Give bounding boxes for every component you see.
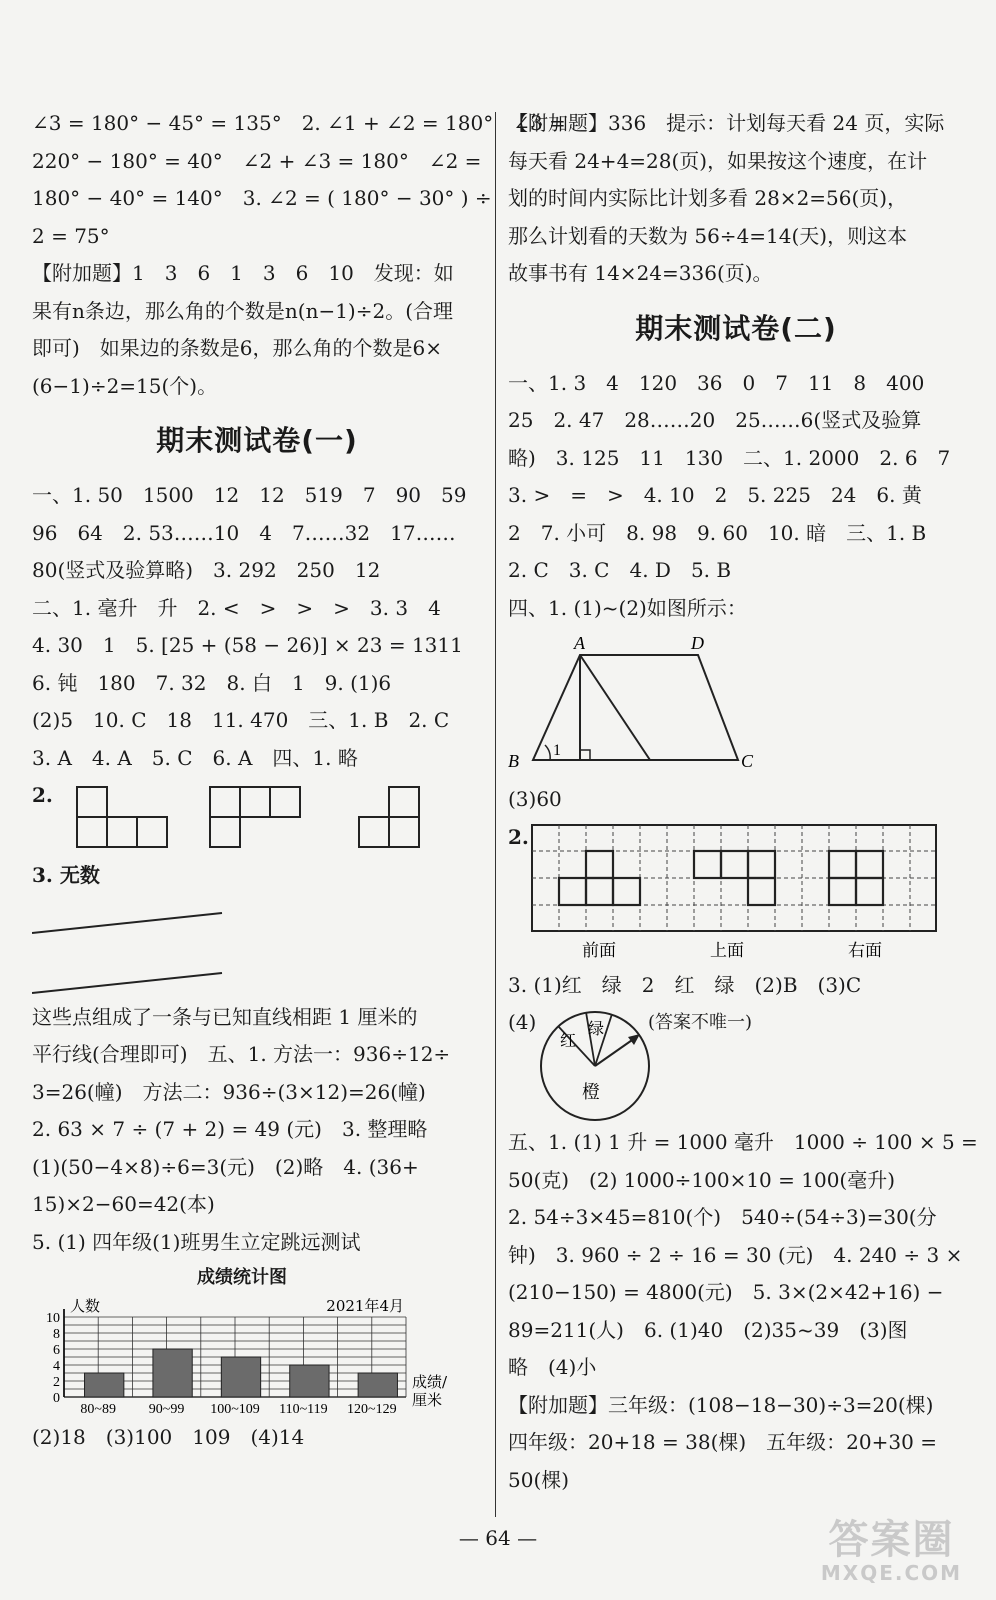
answer-line: 2. 54÷3×45=810(个) 540÷(54÷3)=30(分 [508, 1205, 937, 1229]
orange-sector-label: 橙 [582, 1082, 600, 1103]
answer-line: 每天看 24+4=28(页)，如果按这个速度，在计 [508, 148, 928, 173]
shape-a-cell [77, 787, 107, 817]
chart-x-tick-label: 120~129 [347, 1402, 397, 1415]
answer-line: (210−150) = 4800(元) 5. 3×(2×42+16) − [508, 1280, 944, 1304]
question-3-answers: 3. (1)红 绿 2 红 绿 (2)B (3)C [508, 972, 862, 997]
parallel-lines-drawing [32, 895, 452, 995]
exam-1-answers-part-b [32, 999, 482, 1262]
exam-1-answers-part-a [32, 477, 482, 777]
chart-x-axis-label-unit: 厘米 [412, 1391, 443, 1409]
answer-line: 故事书有 14×24=336(页)。 [508, 261, 773, 285]
question-2-label-r: 2. [508, 824, 529, 849]
answer-line: 2. 63 × 7 ÷ (7 + 2) = 49 (元) 3. 整理略 [32, 1117, 428, 1141]
answer-line: 3. > = > 4. 10 2 5. 225 24 6. 黄 [508, 483, 922, 507]
right-view-cell [829, 878, 856, 905]
trapezoid-outline [533, 655, 738, 760]
answer-line: 那么计划看的天数为 56÷4=14(天)，则这本 [508, 223, 908, 248]
answer-line: 3=26(幢) 方法二：936÷(3×12)=26(幢) [32, 1079, 426, 1104]
shape-b-cell [270, 787, 300, 817]
right-view-label: 右面 [848, 940, 882, 961]
answer-line: 80(竖式及验算略) 3. 292 250 12 [32, 558, 381, 582]
page-number: — 64 — [458, 1526, 538, 1550]
exam-1-final-answers: (2)18 (3)100 109 (4)14 [32, 1425, 305, 1449]
answer-line: 25 2. 47 28……20 25……6(竖式及验算 [508, 408, 922, 432]
front-view-cell [586, 878, 613, 905]
shape-a-cell [77, 817, 107, 847]
chart-x-axis-label: 成绩/ [412, 1373, 448, 1391]
chart-bar [153, 1349, 192, 1397]
answer-line: 15)×2−60=42(本) [32, 1192, 215, 1216]
angle-1-label: 1 [553, 742, 561, 759]
pointer-head [628, 1034, 640, 1045]
question-2-label: 2. [32, 783, 53, 807]
answer-line: (1)(50−4×8)÷6=3(元) (2)略 4. (36+ [32, 1154, 419, 1179]
answer-line: 一、1. 3 4 120 36 0 7 11 8 400 [508, 370, 925, 395]
shape-b-cell [210, 787, 240, 817]
answer-line: 6. 钝 180 7. 32 8. 白 1 9. (1)6 [32, 670, 392, 695]
exam-title-2: 期末测试卷(二) [635, 311, 837, 345]
answer-line: (2)5 10. C 18 11. 470 三、1. B 2. C [32, 708, 450, 732]
answer-line: 50(克) (2) 1000÷100×10 = 100(毫升) [508, 1167, 896, 1192]
chart-x-tick-label: 80~89 [80, 1402, 116, 1415]
shape-c-cell [359, 817, 389, 847]
chart-x-tick-label: 90~99 [148, 1402, 185, 1415]
answer-line: 180° − 40° = 140° 3. ∠2 = ( 180° − 30° ) ÷ [32, 186, 492, 210]
chart-y-tick-label: 2 [53, 1375, 60, 1390]
answer-line: 二、1. 毫升 升 2. < > > > 3. 3 4 [32, 595, 441, 620]
chart-y-tick-label: 8 [53, 1327, 60, 1342]
top-view-cell [748, 851, 775, 878]
answer-line: 略) 3. 125 11 130 二、1. 2000 2. 6 7 [508, 445, 951, 470]
chart-y-tick-label: 0 [53, 1391, 60, 1406]
chart-bar [358, 1373, 397, 1397]
watermark-text-en: MXQE.COM [820, 1561, 963, 1585]
right-column [508, 105, 978, 1499]
chart-y-tick-label: 10 [46, 1311, 60, 1326]
answer-line: 【附加题】1 3 6 1 3 6 10 发现：如 [32, 261, 454, 285]
given-line [32, 913, 222, 933]
answer-line: (6−1)÷2=15(个)。 [32, 373, 218, 398]
watermark-logo [809, 1518, 974, 1588]
exam-title-1: 期末测试卷(一) [156, 424, 358, 457]
answer-line: 果有n条边，那么角的个数是n(n−1)÷2。(合理 [32, 298, 454, 323]
shape-a-cell [137, 817, 167, 847]
red-sector-label: 红 [560, 1031, 577, 1050]
answer-line: 4. 30 1 5. [25 + (58 − 26)] × 23 = 1311 [32, 633, 463, 657]
right-view-cell [856, 851, 883, 878]
answer-line: 平行线(合理即可) 五、1. 方法一：936÷12÷ [32, 1042, 451, 1066]
front-view-cell [559, 878, 586, 905]
shape-b-cell [240, 787, 270, 817]
answer-line: 89=211(人) 6. (1)40 (2)35~39 (3)图 [508, 1317, 908, 1342]
shape-c-cell [389, 787, 419, 817]
shape-c-cell [389, 817, 419, 847]
question-4-label: (4) [508, 1010, 537, 1034]
chart-x-tick-label: 110~119 [279, 1402, 328, 1415]
chart-date-label: 2021年4月 [326, 1297, 404, 1315]
chart-x-tick-label: 100~109 [210, 1402, 260, 1415]
answer-line: ∠3 = 180° − 45° = 135° 2. ∠1 + ∠2 = 180° ∠3 = [32, 111, 566, 135]
answer-line: 这些点组成了一条与已知直线相距 1 厘米的 [32, 1004, 418, 1029]
chart-bar [85, 1373, 124, 1397]
answer-line: 即可) 如果边的条数是6，那么角的个数是6× [32, 336, 443, 360]
spinner-circle-drawing [538, 1004, 678, 1124]
answer-line: 四年级：20+18 = 38(棵) 五年级：20+30 = [508, 1430, 937, 1454]
front-view-cell [613, 878, 640, 905]
front-view-cell [586, 851, 613, 878]
vertex-b-label: B [508, 751, 519, 771]
chart-bar [290, 1365, 329, 1397]
vertex-a-label: A [574, 633, 585, 653]
right-view-cell [829, 851, 856, 878]
answer-line: 【附加题】三年级：(108−18−30)÷3=20(棵) [508, 1392, 934, 1417]
right-view-cell [856, 878, 883, 905]
answer-part-3: (3)60 [508, 787, 562, 811]
spinner-figure [508, 1004, 964, 1124]
chart-y-tick-label: 4 [53, 1359, 60, 1374]
shape-b-cell [210, 817, 240, 847]
top-view-label: 上面 [710, 940, 744, 961]
answer-line: 2 7. 小可 8. 98 9. 60 10. 暗 三、1. B [508, 520, 927, 545]
left-intro-block [32, 105, 566, 405]
chart-title: 成绩统计图 [197, 1267, 287, 1288]
answer-line: 5. (1) 四年级(1)班男生立定跳远测试 [32, 1229, 361, 1254]
exam-2-answers-part-a [508, 365, 964, 628]
answer-line: 2 = 75° [32, 223, 110, 248]
answer-line: 四、1. (1)~(2)如图所示： [508, 595, 747, 620]
right-angle-mark [580, 750, 590, 760]
chart-bar [221, 1357, 260, 1397]
parallel-segment [580, 655, 650, 760]
answer-line: 2. C 3. C 4. D 5. B [508, 558, 732, 582]
answer-line: 五、1. (1) 1 升 = 1000 毫升 1000 ÷ 100 × 5 = [508, 1130, 978, 1154]
vertex-d-label: D [691, 633, 704, 653]
top-view-cell [721, 851, 748, 878]
vertex-c-label: C [741, 751, 754, 771]
answer-line: 一、1. 50 1500 12 12 519 7 90 59 [32, 483, 467, 507]
answer-line: 220° − 180° = 40° ∠2 + ∠3 = 180° ∠2 = [32, 148, 482, 173]
answer-line: 3. A 4. A 5. C 6. A 四、1. 略 [32, 745, 358, 770]
answer-note: (答案不唯一) [648, 1012, 753, 1033]
trapezoid-figure [508, 627, 964, 777]
angle-1-arc [545, 745, 550, 760]
score-bar-chart [32, 1295, 482, 1415]
chart-y-axis-label: 人数 [70, 1297, 101, 1315]
watermark-text-cn: 答案圈 [828, 1517, 955, 1563]
answer-line: 50(棵) [508, 1467, 570, 1492]
top-view-cell [748, 878, 775, 905]
three-views-figure [508, 819, 964, 967]
front-view-label: 前面 [582, 940, 616, 961]
top-view-cell [694, 851, 721, 878]
column-divider [495, 112, 496, 1517]
answer-line: 【附加题】336 提示：计划每天看 24 页，实际 [508, 111, 945, 135]
green-sector-label: 绿 [588, 1019, 605, 1038]
chart-y-tick-label: 6 [53, 1343, 60, 1358]
answer-line: 96 64 2. 53……10 4 7……32 17…… [32, 520, 456, 545]
right-intro-block [508, 105, 964, 293]
question-3-label: 3. 无数 [32, 863, 100, 887]
answer-line: 划的时间内实际比计划多看 28×2=56(页)， [508, 186, 908, 210]
answer-line: 略 (4)小 [508, 1355, 597, 1379]
block-shapes-drawing [32, 777, 452, 857]
views-grid-drawing [508, 819, 964, 967]
answer-line: 钟) 3. 960 ÷ 2 ÷ 16 = 30 (元) 4. 240 ÷ 3 × [508, 1242, 963, 1267]
spinner-pointer [595, 1038, 635, 1066]
exam-2-answers-part-b [508, 1124, 978, 1499]
unfolded-views-figure [32, 777, 482, 857]
shape-a-cell [107, 817, 137, 847]
parallel-line [32, 973, 222, 993]
